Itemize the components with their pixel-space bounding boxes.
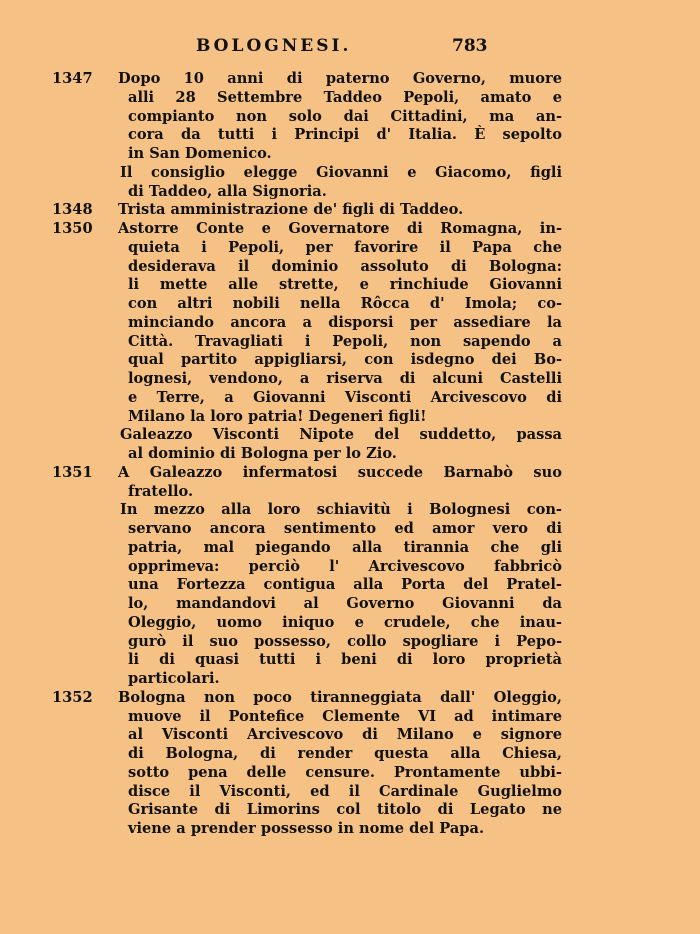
line-text: di Taddeo, alla Signoria. — [128, 182, 327, 200]
line-text: opprimeva: perciò l' Arcivescovo fabbricò — [128, 557, 562, 575]
text-line — [60, 351, 580, 370]
text-line — [60, 426, 580, 445]
text-line — [60, 614, 580, 633]
line-text: li mette alle strette, e rinchiude Giovanni — [128, 276, 562, 294]
text-line — [60, 595, 580, 614]
year-marker: 1352 — [52, 688, 93, 706]
text-line — [60, 126, 580, 145]
line-text: alli 28 Settembre Taddeo Pepoli, amato e — [128, 88, 562, 106]
line-text: Milano la loro patria! Degeneri figli! — [128, 407, 427, 425]
line-text: al dominio di Bologna per lo Zio. — [128, 445, 397, 462]
text-line — [60, 783, 580, 802]
line-text: Grisante di Limorins col titolo di Legato ne — [128, 801, 562, 819]
year-marker: 1350 — [52, 220, 93, 237]
line-text: Astorre Conte e Governatore di Romagna, in- — [118, 220, 562, 237]
text-line — [52, 220, 580, 239]
text-line — [60, 408, 580, 427]
text-line — [60, 89, 580, 108]
year-marker: 1348 — [52, 201, 93, 219]
running-title: BOLOGNESI. — [196, 36, 352, 56]
text-line — [60, 183, 580, 202]
line-text: una Fortezza contigua alla Porta del Pratel- — [128, 576, 562, 594]
text-line — [60, 633, 580, 652]
line-text: al Visconti Arcivescovo di Milano e signore — [128, 726, 562, 744]
text-line — [60, 726, 580, 745]
text-line — [60, 108, 580, 127]
line-text: minciando ancora a disporsi per assediare la — [128, 313, 562, 331]
text-line — [52, 688, 580, 708]
text-line — [60, 708, 580, 727]
text-line — [60, 483, 580, 502]
line-text: lognesi, vendono, a riserva di alcuni Castelli — [128, 370, 562, 387]
line-text: Oleggio, uomo iniquo e crudele, che inau- — [128, 613, 562, 631]
line-text: Città. Travagliati i Pepoli, non sapendo a — [128, 332, 562, 350]
line-text: gurò il suo possesso, collo spogliare i Pepo- — [128, 632, 562, 650]
text-line — [60, 651, 580, 670]
text-line — [60, 145, 580, 164]
line-text: sotto pena delle censure. Prontamente ubbi- — [128, 763, 562, 781]
text-line — [52, 201, 580, 220]
line-text: particolari. — [128, 670, 220, 687]
line-text: disce il Visconti, ed il Cardinale Guglielmo — [128, 782, 562, 800]
line-text: qual partito appigliarsi, con isdegno dei Bo- — [128, 351, 562, 369]
year-marker: 1351 — [52, 463, 93, 481]
text-line — [60, 295, 580, 314]
line-text: compianto non solo dai Cittadini, ma an- — [128, 107, 562, 125]
text-line — [60, 445, 580, 464]
line-text: Il consiglio elegge Giovanni e Giacomo, figli — [120, 163, 562, 181]
text-line — [60, 558, 580, 577]
text-line — [60, 670, 580, 689]
text-line — [60, 276, 580, 295]
text-line — [60, 314, 580, 333]
text-line — [60, 333, 580, 352]
text-line — [60, 501, 580, 520]
line-text: servano ancora sentimento ed amor vero di — [128, 520, 562, 537]
line-text: li di quasi tutti i beni di loro proprietà — [128, 651, 562, 669]
text-line — [60, 239, 580, 258]
line-text: muove il Pontefice Clemente VI ad intimare — [128, 707, 562, 725]
line-text: A Galeazzo infermatosi succede Barnabò suo — [118, 463, 562, 481]
text-line — [60, 258, 580, 277]
text-line — [60, 576, 580, 595]
line-text: Trista amministrazione de' figli di Taddeo. — [118, 201, 464, 219]
text-line — [60, 539, 580, 558]
text-line — [60, 801, 580, 820]
text-line — [60, 820, 580, 839]
line-text: viene a prender possesso in nome del Papa. — [128, 820, 485, 837]
line-text: patria, mal piegando alla tirannia che gli — [128, 538, 562, 556]
line-text: cora da tutti i Principi d' Italia. È sepolto — [128, 126, 562, 144]
line-text: e Terre, a Giovanni Visconti Arcivescovo di — [128, 388, 562, 406]
text-line — [52, 463, 580, 483]
text-line — [60, 745, 580, 764]
year-marker: 1347 — [52, 70, 93, 87]
line-text: lo, mandandovi al Governo Giovanni da — [128, 595, 562, 612]
line-text: Galeazzo Visconti Nipote del suddetto, passa — [120, 426, 562, 444]
chronicle-text — [52, 70, 580, 839]
line-text: Bologna non poco tiranneggiata dall' Oleggio, — [118, 688, 562, 706]
text-line — [52, 70, 580, 89]
text-line — [60, 389, 580, 408]
text-line — [60, 520, 580, 539]
text-line — [60, 370, 580, 389]
text-line — [60, 164, 580, 183]
line-text: fratello. — [128, 482, 194, 500]
line-text: Dopo 10 anni di paterno Governo, muore — [118, 70, 562, 87]
line-text: In mezzo alla loro schiavitù i Bolognesi con- — [120, 501, 562, 519]
line-text: quieta i Pepoli, per favorire il Papa che — [128, 238, 562, 256]
page-number: 783 — [452, 36, 488, 56]
text-line — [60, 764, 580, 783]
line-text: in San Domenico. — [128, 145, 272, 162]
page-header — [0, 36, 700, 64]
line-text: con altri nobili nella Rôcca d' Imola; co- — [128, 295, 562, 312]
line-text: desiderava il dominio assoluto di Bologna: — [128, 257, 562, 275]
line-text: di Bologna, di render questa alla Chiesa, — [128, 745, 562, 762]
